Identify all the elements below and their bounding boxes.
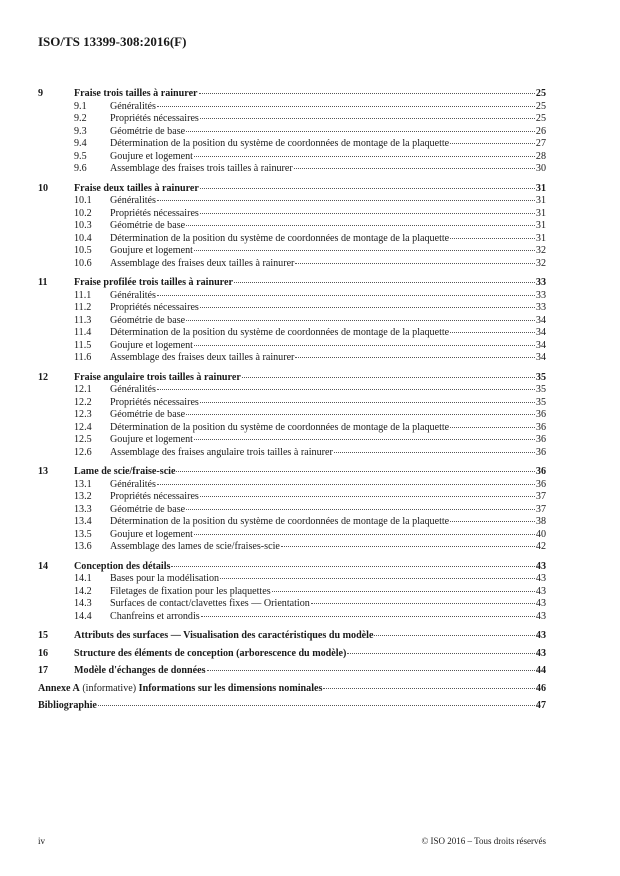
toc-subsection-title: Propriétés nécessaires	[110, 207, 199, 219]
toc-page-number: 34	[535, 314, 546, 326]
leader-dots	[176, 471, 534, 472]
toc-subsection-number: 13.2	[74, 491, 92, 502]
leader-dots	[157, 295, 535, 296]
toc-page-number: 43	[535, 560, 546, 572]
toc-subsection-entry[interactable]	[38, 586, 546, 599]
toc-subsection-entry[interactable]	[38, 290, 546, 303]
toc-page-number: 27	[535, 138, 546, 149]
toc-subsection-entry[interactable]	[38, 101, 546, 114]
toc-subsection-title: Géométrie de base	[110, 503, 186, 515]
toc-subsection-entry[interactable]	[38, 397, 546, 410]
toc-bibliography-entry[interactable]	[38, 700, 546, 713]
leader-dots	[186, 320, 535, 321]
annex-title: Informations sur les dimensions nominales	[138, 682, 323, 694]
toc-subsection-number: 9.6	[74, 163, 87, 174]
toc-subsection-title: Propriétés nécessaires	[110, 302, 199, 313]
toc-page-number: 25	[535, 100, 546, 112]
toc-subsection-entry[interactable]	[38, 352, 546, 365]
toc-page-number: 31	[535, 182, 546, 194]
toc-page-number: 25	[535, 88, 546, 99]
leader-dots	[200, 402, 535, 403]
leader-dots	[157, 389, 535, 390]
toc-subsection-entry[interactable]	[38, 598, 546, 611]
toc-page-number: 36	[535, 421, 546, 433]
toc-section-entry[interactable]	[38, 183, 546, 196]
toc-subsection-title: Géométrie de base	[110, 314, 186, 326]
toc-page-number: 36	[535, 478, 546, 490]
annex-label: Annexe A	[38, 682, 80, 694]
toc-subsection-number: 14.2	[74, 585, 92, 597]
toc-subsection-number: 12.1	[74, 384, 92, 395]
toc-section-title: Modèle d'échanges de données	[74, 665, 206, 676]
toc-subsection-entry[interactable]	[38, 208, 546, 221]
leader-dots	[347, 653, 535, 654]
toc-subsection-title: Goujure et logement	[110, 245, 193, 256]
toc-page-number: 46	[535, 682, 546, 694]
leader-dots	[194, 439, 535, 440]
toc-subsection-number: 9.4	[74, 138, 87, 149]
toc-section-title: Fraise angulaire trois tailles à rainurer	[74, 371, 241, 383]
leader-dots	[171, 566, 534, 567]
leader-dots	[450, 332, 535, 333]
toc-subsection-title: Géométrie de base	[110, 409, 186, 420]
page-number: iv	[38, 836, 46, 846]
toc-section-entry[interactable]	[38, 88, 546, 101]
toc-subsection-entry[interactable]	[38, 113, 546, 126]
toc-subsection-title: Détermination de la position du système de coordonnées de montage de la plaquette	[110, 232, 450, 244]
leader-dots	[199, 93, 535, 94]
leader-dots	[334, 452, 535, 453]
section-gap	[38, 270, 546, 277]
toc-subsection-number: 12.2	[74, 396, 92, 408]
toc-subsection-entry[interactable]	[38, 138, 546, 151]
toc-subsection-title: Assemblage des fraises deux tailles à rainurer	[110, 257, 295, 269]
leader-dots	[374, 635, 534, 636]
toc-section-title: Lame de scie/fraise-scie	[74, 466, 176, 477]
toc-subsection-entry[interactable]	[38, 516, 546, 529]
toc-subsection-number: 12.6	[74, 446, 92, 458]
leader-dots	[234, 282, 535, 283]
toc-subsection-number: 10.2	[74, 207, 92, 219]
toc-subsection-title: Assemblage des fraises trois tailles à rainurer	[110, 163, 293, 174]
toc-subsection-title: Assemblage des fraises angulaire trois tailles à rainurer	[110, 446, 333, 458]
leader-dots	[194, 534, 535, 535]
toc-subsection-number: 13.3	[74, 503, 92, 515]
toc-section-number: 13	[38, 466, 49, 477]
document-id: ISO/TS 13399-308:2016(F)	[38, 34, 187, 49]
toc-subsection-title: Géométrie de base	[110, 125, 186, 137]
toc-subsection-entry[interactable]	[38, 340, 546, 353]
toc-page-number: 43	[535, 573, 546, 584]
toc-subsection-title: Bases pour la modélisation	[110, 573, 220, 584]
toc-section-entry[interactable]	[38, 277, 546, 290]
toc-page-number: 36	[535, 466, 546, 477]
toc-section-title: Fraise deux tailles à rainurer	[74, 182, 199, 194]
toc-section-number: 10	[38, 182, 49, 194]
toc-page-number: 44	[535, 665, 546, 676]
toc-page-number: 34	[535, 352, 546, 363]
toc-section-number: 17	[38, 665, 49, 676]
leader-dots	[272, 591, 535, 592]
toc-section-number: 14	[38, 560, 49, 572]
toc-section-entry[interactable]	[38, 466, 546, 479]
toc-subsection-title: Détermination de la position du système de coordonnées de montage de la plaquette	[110, 138, 450, 149]
toc-subsection-entry[interactable]	[38, 327, 546, 340]
toc-subsection-entry[interactable]	[38, 220, 546, 233]
section-gap	[38, 176, 546, 183]
toc-subsection-number: 12.3	[74, 409, 92, 420]
toc-subsection-number: 13.6	[74, 541, 92, 552]
leader-dots	[220, 578, 535, 579]
toc-page-number: 42	[535, 541, 546, 552]
toc-page-number: 43	[535, 630, 546, 641]
toc-page-number: 35	[535, 384, 546, 395]
toc-subsection-title: Détermination de la position du système de coordonnées de montage de la plaquette	[110, 516, 450, 527]
toc-subsection-entry[interactable]	[38, 302, 546, 315]
toc-subsection-title: Chanfreins et arrondis	[110, 610, 200, 622]
toc-page-number: 34	[535, 327, 546, 338]
toc-page-number: 33	[535, 302, 546, 313]
toc-subsection-entry[interactable]	[38, 434, 546, 447]
leader-dots	[194, 156, 535, 157]
toc-subsection-title: Propriétés nécessaires	[110, 113, 199, 124]
toc-page-number: 37	[535, 491, 546, 502]
toc-section-title: Fraise profilée trois tailles à rainurer	[74, 277, 233, 288]
leader-dots	[200, 307, 535, 308]
toc-subsection-entry[interactable]	[38, 151, 546, 164]
toc-subsection-number: 13.4	[74, 516, 92, 527]
leader-dots	[323, 688, 534, 689]
leader-dots	[157, 484, 535, 485]
toc-page-number: 35	[535, 371, 546, 383]
toc-subsection-number: 10.4	[74, 232, 92, 244]
toc-section-entry[interactable]	[38, 630, 546, 643]
leader-dots	[200, 188, 535, 189]
toc-section-title: Conception des détails	[74, 560, 171, 572]
toc-subsection-entry[interactable]	[38, 422, 546, 435]
leader-dots	[157, 106, 535, 107]
toc-section-entry[interactable]	[38, 561, 546, 574]
toc-annex-entry[interactable]	[38, 683, 546, 696]
leader-dots	[200, 496, 535, 497]
leader-dots	[194, 250, 535, 251]
toc-subsection-entry[interactable]	[38, 447, 546, 460]
toc-subsection-number: 11.5	[74, 339, 92, 351]
leader-dots	[201, 616, 535, 617]
toc-subsection-title: Généralités	[110, 195, 156, 206]
leader-dots	[207, 670, 535, 671]
toc-subsection-title: Détermination de la position du système de coordonnées de montage de la plaquette	[110, 327, 450, 338]
toc-section-number: 15	[38, 630, 49, 641]
toc-section-number: 16	[38, 647, 49, 659]
toc-subsection-number: 10.5	[74, 245, 92, 256]
leader-dots	[450, 427, 535, 428]
toc-page-number: 43	[535, 610, 546, 622]
toc-page-number: 32	[535, 257, 546, 269]
toc-section-number: 12	[38, 371, 49, 383]
toc-subsection-number: 14.1	[74, 573, 92, 584]
toc-subsection-number: 13.5	[74, 528, 92, 540]
leader-dots	[186, 131, 535, 132]
toc-subsection-title: Assemblage des fraises deux tailles à rainurer	[110, 352, 295, 363]
leader-dots	[294, 168, 535, 169]
toc-subsection-entry[interactable]	[38, 529, 546, 542]
toc-subsection-number: 13.1	[74, 478, 92, 490]
toc-subsection-title: Goujure et logement	[110, 150, 193, 162]
section-gap	[38, 554, 546, 561]
toc-page-number: 37	[535, 503, 546, 515]
leader-dots	[450, 521, 535, 522]
toc-page-number: 34	[535, 339, 546, 351]
toc-subsection-number: 11.4	[74, 327, 92, 338]
leader-dots	[186, 225, 535, 226]
leader-dots	[311, 603, 535, 604]
toc-subsection-entry[interactable]	[38, 541, 546, 554]
toc-section-entry[interactable]	[38, 648, 546, 661]
toc-subsection-number: 11.2	[74, 302, 92, 313]
copyright: © ISO 2016 – Tous droits réservés	[421, 836, 546, 846]
toc-section-title: Structure des éléments de conception (arborescence du modèle)	[74, 647, 347, 659]
leader-dots	[194, 345, 535, 346]
toc-page-number: 40	[535, 528, 546, 540]
toc-page-number: 43	[535, 598, 546, 609]
toc-subsection-title: Surfaces de contact/clavettes fixes — Orientation	[110, 598, 310, 609]
toc-subsection-entry[interactable]	[38, 611, 546, 624]
toc-subsection-number: 14.3	[74, 598, 92, 609]
bibliography-title: Bibliographie	[38, 700, 97, 711]
toc-subsection-entry[interactable]	[38, 163, 546, 176]
toc-subsection-number: 14.4	[74, 610, 92, 622]
section-gap	[38, 623, 546, 630]
toc-subsection-number: 11.3	[74, 314, 92, 326]
toc-subsection-number: 9.5	[74, 150, 87, 162]
section-gap	[38, 365, 546, 372]
toc-subsection-title: Détermination de la position du système de coordonnées de montage de la plaquette	[110, 421, 450, 433]
toc-page-number: 25	[535, 113, 546, 124]
leader-dots	[98, 705, 535, 706]
toc-subsection-entry[interactable]	[38, 504, 546, 517]
toc-subsection-title: Goujure et logement	[110, 528, 193, 540]
toc-page-number: 31	[535, 232, 546, 244]
toc-page-number: 47	[535, 700, 546, 711]
leader-dots	[450, 143, 535, 144]
leader-dots	[295, 357, 534, 358]
toc-page-number: 26	[535, 125, 546, 137]
toc-subsection-title: Goujure et logement	[110, 339, 193, 351]
toc-subsection-entry[interactable]	[38, 384, 546, 397]
toc-subsection-title: Goujure et logement	[110, 434, 193, 445]
toc-subsection-entry[interactable]	[38, 573, 546, 586]
leader-dots	[450, 238, 535, 239]
toc-section-title: Attributs des surfaces — Visualisation des caractéristiques du modèle	[74, 630, 374, 641]
toc-subsection-title: Généralités	[110, 100, 156, 112]
toc-page-number: 35	[535, 396, 546, 408]
toc-subsection-title: Filetages de fixation pour les plaquettes	[110, 585, 271, 597]
toc-subsection-entry[interactable]	[38, 245, 546, 258]
toc-section-number: 11	[38, 277, 48, 288]
toc-section-entry[interactable]	[38, 372, 546, 385]
leader-dots	[186, 414, 535, 415]
toc-page-number: 36	[535, 434, 546, 445]
table-of-contents	[38, 88, 546, 713]
toc-page-number: 31	[535, 207, 546, 219]
toc-subsection-entry[interactable]	[38, 409, 546, 422]
toc-page-number: 43	[535, 585, 546, 597]
toc-subsection-number: 9.1	[74, 100, 87, 112]
toc-subsection-entry[interactable]	[38, 195, 546, 208]
toc-subsection-title: Généralités	[110, 289, 156, 301]
toc-page-number: 31	[535, 220, 546, 231]
leader-dots	[281, 546, 535, 547]
leader-dots	[200, 213, 535, 214]
toc-page-number: 43	[535, 647, 546, 659]
toc-subsection-title: Généralités	[110, 384, 156, 395]
toc-subsection-number: 9.2	[74, 113, 87, 124]
leader-dots	[200, 118, 535, 119]
toc-subsection-title: Propriétés nécessaires	[110, 491, 199, 502]
toc-subsection-entry[interactable]	[38, 258, 546, 271]
leader-dots	[242, 377, 535, 378]
toc-subsection-entry[interactable]	[38, 126, 546, 139]
toc-page-number: 33	[535, 289, 546, 301]
toc-page-number: 28	[535, 150, 546, 162]
toc-subsection-number: 10.3	[74, 220, 92, 231]
toc-subsection-number: 12.4	[74, 421, 92, 433]
toc-subsection-title: Assemblage des lames de scie/fraises-scie	[110, 541, 280, 552]
toc-subsection-number: 12.5	[74, 434, 92, 445]
toc-page-number: 36	[535, 446, 546, 458]
toc-subsection-number: 10.6	[74, 257, 92, 269]
toc-page-number: 33	[535, 277, 546, 288]
toc-section-number: 9	[38, 88, 44, 99]
leader-dots	[186, 509, 535, 510]
leader-dots	[157, 200, 535, 201]
leader-dots	[295, 263, 534, 264]
toc-subsection-entry[interactable]	[38, 233, 546, 246]
toc-section-entry[interactable]	[38, 665, 546, 678]
toc-subsection-title: Propriétés nécessaires	[110, 396, 199, 408]
annex-informative: (informative)	[82, 682, 137, 694]
toc-subsection-entry[interactable]	[38, 315, 546, 328]
toc-subsection-entry[interactable]	[38, 491, 546, 504]
toc-subsection-entry[interactable]	[38, 479, 546, 492]
toc-subsection-number: 10.1	[74, 195, 92, 206]
toc-page-number: 38	[535, 516, 546, 527]
toc-page-number: 32	[535, 245, 546, 256]
toc-subsection-number: 11.6	[74, 352, 92, 363]
toc-page-number: 36	[535, 409, 546, 420]
toc-subsection-number: 9.3	[74, 125, 87, 137]
toc-page-number: 31	[535, 195, 546, 206]
section-gap	[38, 459, 546, 466]
toc-subsection-number: 11.1	[74, 289, 92, 301]
toc-subsection-title: Généralités	[110, 478, 156, 490]
toc-page-number: 30	[535, 163, 546, 174]
toc-section-title: Fraise trois tailles à rainurer	[74, 88, 198, 99]
toc-subsection-title: Géométrie de base	[110, 220, 186, 231]
